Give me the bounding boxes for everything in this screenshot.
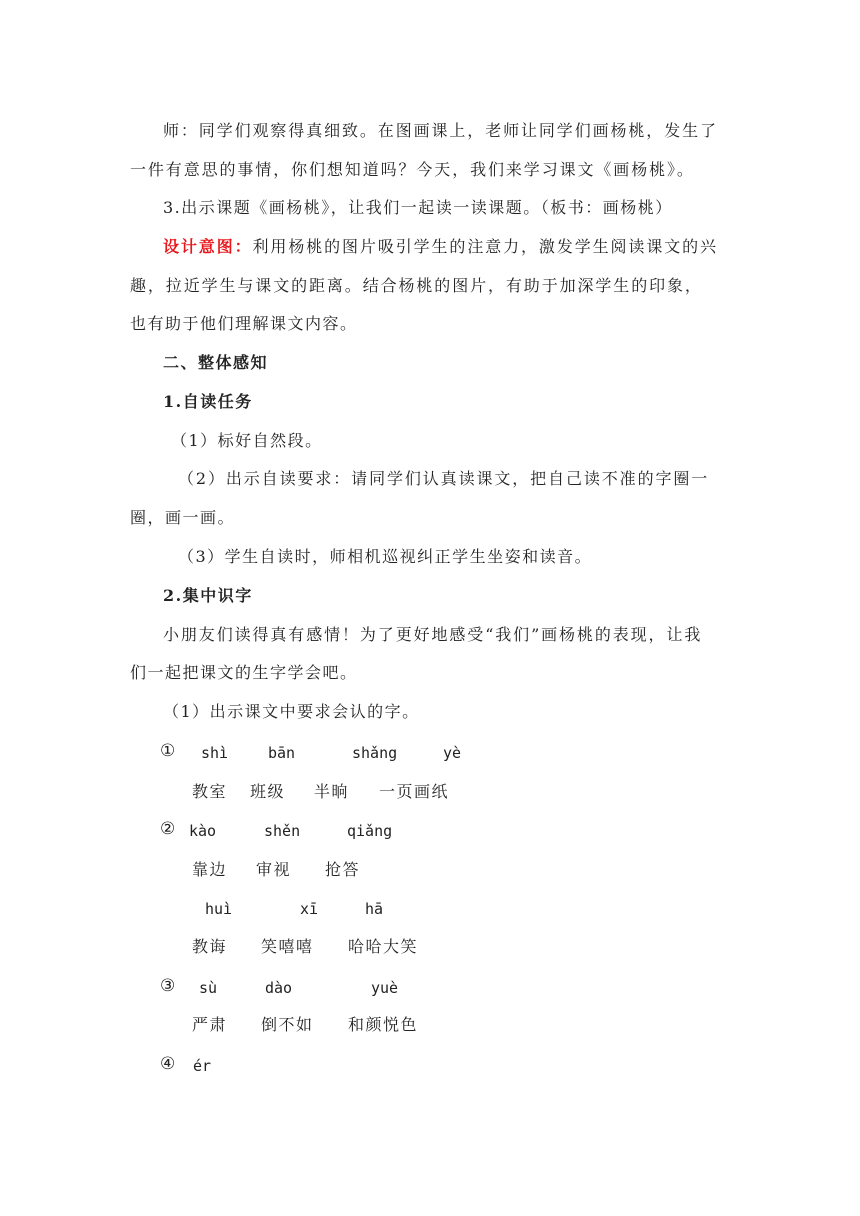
section-heading: 二、整体感知: [163, 353, 269, 372]
pinyin: shì: [201, 744, 229, 762]
vocab-word: 教室: [192, 782, 228, 801]
subsection-heading: 1.自读任务: [163, 392, 253, 411]
pinyin: huì: [205, 900, 233, 918]
pinyin: ér: [193, 1057, 212, 1075]
pinyin: sù: [199, 979, 218, 997]
design-intent-text: 利用杨桃的图片吸引学生的注意力，激发学生阅读课文的兴: [252, 237, 718, 256]
list-item: （1）出示课文中要求会认的字。: [163, 702, 420, 721]
pinyin: shěn: [264, 822, 301, 840]
vocab-word: 和颜悦色: [348, 1015, 419, 1034]
paragraph-line: 趣，拉近学生与课文的距离。结合杨桃的图片，有助于加深学生的印象，: [130, 276, 703, 295]
pinyin: hā: [365, 900, 384, 918]
list-item: （3）学生自读时，师相机巡视纠正学生坐姿和读音。: [178, 547, 593, 566]
group-marker: ④: [160, 1054, 176, 1074]
vocab-word: 一页画纸: [379, 782, 450, 801]
vocab-word: 教诲: [192, 937, 228, 956]
paragraph-line: 小朋友们读得真有感情！为了更好地感受“我们”画杨桃的表现，让我: [163, 625, 703, 644]
vocab-word: 审视: [256, 860, 292, 879]
vocab-word: 抢答: [325, 860, 361, 879]
pinyin: yuè: [371, 979, 399, 997]
subsection-heading: 2.集中识字: [163, 586, 253, 605]
design-intent-line: [163, 237, 718, 257]
paragraph-line: 也有助于他们理解课文内容。: [130, 314, 358, 333]
paragraph-line: 3.出示课题《画杨桃》，让我们一起读一读课题。（板书：画杨桃）: [163, 198, 673, 217]
paragraph-line: 一件有意思的事情，你们想知道吗？今天，我们来学习课文《画杨桃》。: [130, 160, 695, 179]
vocab-word: 严肃: [192, 1015, 228, 1034]
pinyin: xī: [300, 900, 319, 918]
pinyin: bān: [268, 744, 296, 762]
vocab-word: 靠边: [192, 860, 228, 879]
pinyin: shǎng: [352, 744, 398, 762]
vocab-word: 半晌: [314, 782, 350, 801]
group-marker: ②: [160, 819, 176, 839]
vocab-word: 笑嘻嘻: [261, 937, 314, 956]
design-intent-label: 设计意图：: [163, 237, 253, 256]
group-marker: ①: [160, 741, 176, 761]
pinyin: yè: [443, 744, 462, 762]
list-item: （2）出示自读要求：请同学们认真读课文，把自己读不准的字圈一: [178, 469, 710, 488]
vocab-word: 倒不如: [261, 1015, 314, 1034]
pinyin: qiǎng: [347, 822, 393, 840]
paragraph-line: 师：同学们观察得真细致。在图画课上，老师让同学们画杨桃，发生了: [163, 121, 718, 140]
group-marker: ③: [160, 976, 176, 996]
vocab-word: 哈哈大笑: [348, 937, 419, 956]
vocab-word: 班级: [250, 782, 286, 801]
list-item-continuation: 圈，画一画。: [130, 508, 236, 527]
list-item: （1）标好自然段。: [171, 431, 323, 450]
pinyin: dào: [265, 979, 293, 997]
pinyin: kào: [189, 822, 217, 840]
paragraph-line: 们一起把课文的生字学会吧。: [130, 663, 358, 682]
